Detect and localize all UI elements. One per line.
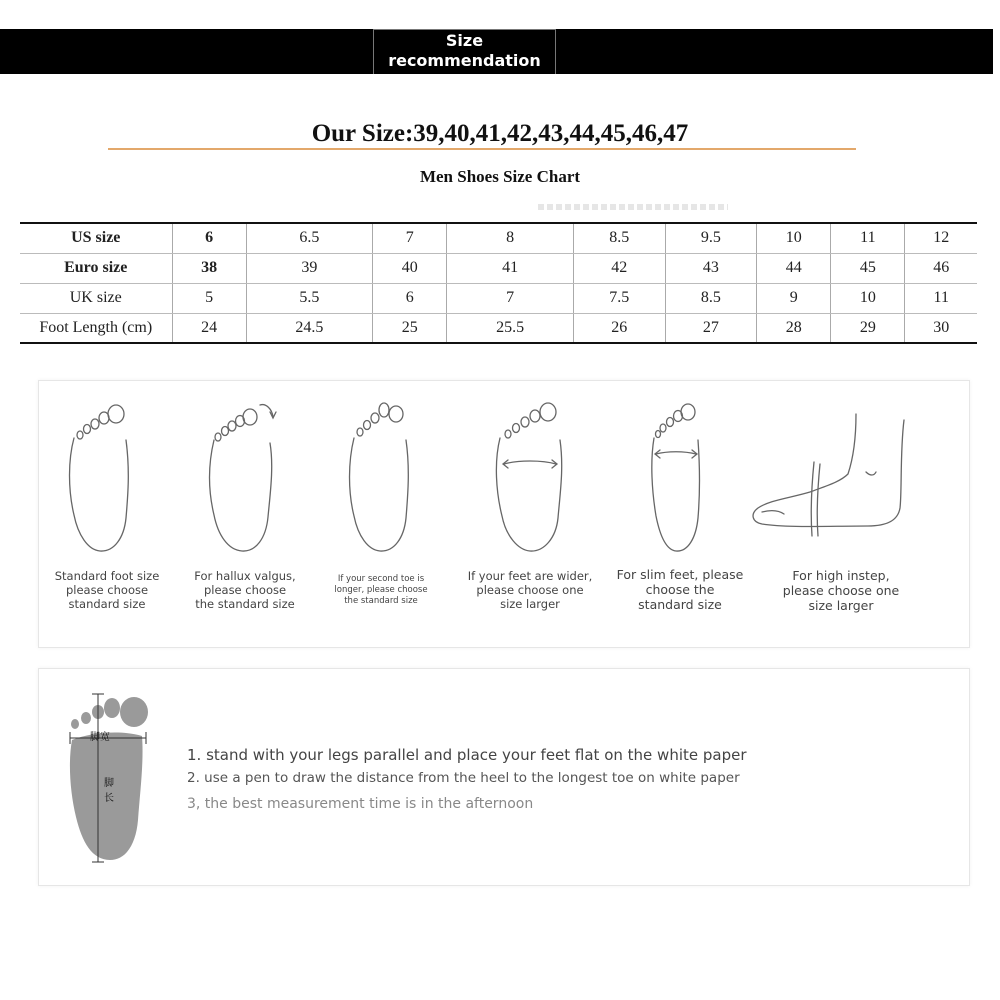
caption-line: For high instep, [792,568,890,583]
second-toe-caption [318,574,444,607]
table-row [20,223,977,253]
caption-line: standard size [638,597,722,612]
table-cell: 6.5 [246,223,373,253]
table-cell: 29 [831,313,905,343]
high-instep-caption [772,568,910,613]
row-label: US size [20,223,172,253]
caption-line: longer, please choose [334,585,428,595]
standard-foot-icon [60,400,140,555]
caption-line: please choose one [782,583,900,598]
caption-line: the standard size [195,597,295,611]
caption-line: Standard foot size [54,569,160,583]
row-label: Foot Length (cm) [20,313,172,343]
standard-foot-caption [42,569,172,611]
row-label: Euro size [20,253,172,283]
table-cell: 46 [905,253,977,283]
table-row [20,253,977,283]
table-cell: 5 [172,283,246,313]
caption-line: If your second toe is [337,574,425,584]
instruction-3: 3, the best measurement time is in the afternoon [187,796,534,812]
high-instep-foot-icon [748,412,913,552]
banner-line-1: Size [445,31,484,50]
table-cell: 8.5 [665,283,757,313]
table-cell: 41 [447,253,574,283]
caption-line: For hallux valgus, [194,569,296,583]
table-cell: 9.5 [665,223,757,253]
banner-line-2: recommendation [388,51,541,70]
table-row [20,313,977,343]
size-chart-table [20,222,977,344]
slim-foot-icon [640,398,710,556]
table-cell: 27 [665,313,757,343]
second-toe-foot-icon [340,398,420,556]
table-cell: 8 [447,223,574,253]
hallux-valgus-foot-icon [200,395,285,555]
slim-foot-caption [608,567,752,612]
table-cell: 24 [172,313,246,343]
table-cell: 26 [573,313,665,343]
hallux-valgus-caption [180,569,310,611]
caption-line: please choose [65,583,149,597]
banner-title [373,31,556,71]
table-cell: 25 [373,313,447,343]
table-cell: 10 [831,283,905,313]
caption-line: size larger [808,598,874,613]
chart-title: Men Shoes Size Chart [419,167,581,186]
table-cell: 25.5 [447,313,574,343]
foot-length-label-1: 脚 [104,778,114,789]
table-cell: 39 [246,253,373,283]
wide-foot-icon [490,398,570,556]
caption-line: If your feet are wider, [467,569,593,583]
caption-line: choose the [645,582,715,597]
heading-divider [108,148,856,150]
caption-line: For slim feet, please [616,567,744,582]
foot-width-label: 脚宽 [90,732,110,743]
table-cell: 44 [757,253,831,283]
caption-line: size larger [500,597,560,611]
table-cell: 11 [905,283,977,313]
table-row [20,283,977,313]
table-cell: 8.5 [573,223,665,253]
caption-line: standard size [68,597,146,611]
table-cell: 7 [447,283,574,313]
foot-length-label-2: 长 [104,793,114,804]
caption-line: please choose [203,583,287,597]
table-cell: 43 [665,253,757,283]
table-cell: 38 [172,253,246,283]
row-label: UK size [20,283,172,313]
table-cell: 6 [373,283,447,313]
table-cell: 45 [831,253,905,283]
table-cell: 10 [757,223,831,253]
table-cell: 9 [757,283,831,313]
caption-line: please choose one [476,583,584,597]
table-cell: 28 [757,313,831,343]
table-cell: 7 [373,223,447,253]
table-cell: 42 [573,253,665,283]
caption-line: the standard size [344,596,418,606]
table-cell: 40 [373,253,447,283]
table-cell: 30 [905,313,977,343]
instruction-2: 2. use a pen to draw the distance from the heel to the longest toe on white paper [187,770,740,786]
table-cell: 11 [831,223,905,253]
table-cell: 24.5 [246,313,373,343]
table-cell: 6 [172,223,246,253]
instruction-1: 1. stand with your legs parallel and place your feet flat on the white paper [187,746,747,764]
faint-watermark-text [538,204,728,210]
wide-foot-caption [460,569,600,611]
table-cell: 7.5 [573,283,665,313]
our-size-heading: Our Size:39,40,41,42,43,44,45,46,47 [311,120,689,147]
table-cell: 5.5 [246,283,373,313]
table-cell: 12 [905,223,977,253]
